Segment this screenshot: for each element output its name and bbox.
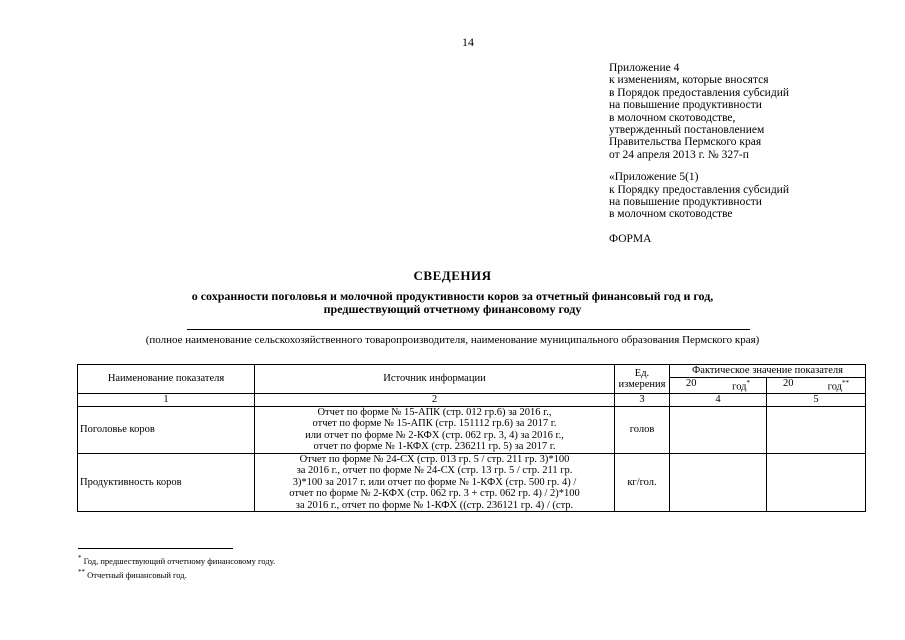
header-actual: Фактическое значение показателя bbox=[670, 365, 866, 378]
header-year-b bbox=[767, 378, 866, 394]
source-line: отчет по форме № 2-КФХ (стр. 062 гр. 3 + стр. 062 гр. 4) / 2)*100 bbox=[289, 488, 580, 499]
document-subtitle bbox=[90, 290, 815, 316]
row-value-year-b[interactable] bbox=[767, 453, 866, 512]
table-row bbox=[78, 453, 866, 512]
source-line: 3)*100 за 2017 г. или отчет по форме № 1-КФХ (стр. 500 гр. 4) / bbox=[292, 476, 577, 488]
footnotes bbox=[78, 548, 275, 581]
footnote-mark: ** bbox=[78, 567, 85, 576]
column-number: 2 bbox=[255, 394, 615, 407]
footnote bbox=[78, 553, 275, 567]
page-number: 14 bbox=[462, 35, 474, 49]
header-name: Наименование показателя bbox=[78, 365, 255, 394]
appendix-line: в Порядок предоставления субсидий bbox=[609, 86, 789, 99]
row-name: Продуктивность коров bbox=[78, 453, 255, 512]
appendix-line: «Приложение 5(1) bbox=[609, 171, 699, 184]
column-number: 4 bbox=[670, 394, 767, 407]
source-line: за 2016 г., отчет по форме № 24-СХ (стр. 13 гр. 5 / стр. 211 гр. bbox=[296, 465, 573, 476]
subtitle-line: предшествующий отчетному финансовому году bbox=[323, 302, 582, 316]
appendix-line: на повышение продуктивности bbox=[609, 196, 762, 209]
column-numbers-row bbox=[78, 394, 866, 407]
year-b-footnote-mark: ** bbox=[842, 379, 849, 387]
source-line: отчет по форме № 15-АПК (стр. 151112 гр.6) за 2017 г. bbox=[312, 418, 557, 429]
data-table bbox=[77, 364, 866, 512]
year-a-prefix: 20 bbox=[686, 378, 697, 389]
appendix-line: Приложение 4 bbox=[609, 62, 680, 74]
column-number: 5 bbox=[767, 394, 866, 407]
appendix-line: утвержденный постановлением bbox=[609, 124, 765, 137]
source-line: отчет по форме № 1-КФХ (стр. 236211 гр. 5) за 2017 г. bbox=[313, 441, 556, 452]
header-year-a bbox=[670, 378, 767, 394]
year-a-suffix: год bbox=[732, 381, 747, 393]
appendix-line: в молочном скотоводстве bbox=[609, 208, 733, 221]
header-source: Источник информации bbox=[255, 365, 615, 394]
appendix-block bbox=[609, 62, 899, 245]
row-value-year-b[interactable] bbox=[767, 406, 866, 453]
footnote bbox=[78, 567, 275, 581]
table-row bbox=[78, 406, 866, 453]
fill-in-line bbox=[187, 329, 750, 330]
footnote-text: Отчетный финансовый год. bbox=[85, 569, 187, 580]
document-title: СВЕДЕНИЯ bbox=[413, 268, 492, 283]
source-line: за 2016 г., отчет по форме № 1-КФХ ((стр. 236121 гр. 4) / (стр. bbox=[295, 499, 574, 511]
row-value-year-a[interactable] bbox=[670, 406, 767, 453]
footnote-mark: * bbox=[78, 554, 82, 562]
table-header-row bbox=[78, 365, 866, 378]
row-name: Поголовье коров bbox=[78, 406, 255, 453]
appendix-line: в молочном скотоводстве, bbox=[609, 111, 736, 124]
row-unit: кг/гол. bbox=[615, 453, 670, 512]
form-label: ФОРМА bbox=[609, 232, 652, 245]
source-line: Отчет по форме № 15-АПК (стр. 012 гр.6) за 2016 г., bbox=[317, 406, 552, 418]
appendix-line: к Порядку предоставления субсидий bbox=[609, 183, 789, 196]
appendix-line: Правительства Пермского края bbox=[609, 136, 762, 149]
source-line: Отчет по форме № 24-СХ (стр. 013 гр. 5 / стр. 211 гр. 3)*100 bbox=[299, 453, 570, 465]
footnote-divider bbox=[78, 548, 233, 549]
row-source bbox=[255, 453, 615, 512]
appendix-line: к изменениям, которые вносятся bbox=[609, 74, 769, 87]
row-unit: голов bbox=[615, 406, 670, 453]
fill-in-caption: (полное наименование сельскохозяйственного товаропроизводителя, наименование муниципального образования Пермского края) bbox=[145, 334, 760, 346]
year-b-prefix: 20 bbox=[783, 378, 794, 389]
footnote-text: Год, предшествующий отчетному финансовому году. bbox=[81, 555, 276, 566]
year-a-footnote-mark: * bbox=[746, 379, 750, 387]
row-value-year-a[interactable] bbox=[670, 453, 767, 512]
column-number: 1 bbox=[78, 394, 255, 407]
subtitle-line: о сохранности поголовья и молочной продуктивности коров за отчетный финансовый год и год, bbox=[191, 289, 714, 303]
row-source bbox=[255, 406, 615, 453]
year-b-suffix: год bbox=[827, 381, 842, 393]
appendix-line: на повышение продуктивности bbox=[609, 99, 762, 112]
header-unit: Ед. измерения bbox=[615, 365, 670, 394]
appendix-line: от 24 апреля 2013 г. № 327-п bbox=[609, 148, 749, 161]
source-line: или отчет по форме № 2-КФХ (стр. 062 гр. 3, 4) за 2016 г., bbox=[305, 429, 564, 441]
column-number: 3 bbox=[615, 394, 670, 407]
